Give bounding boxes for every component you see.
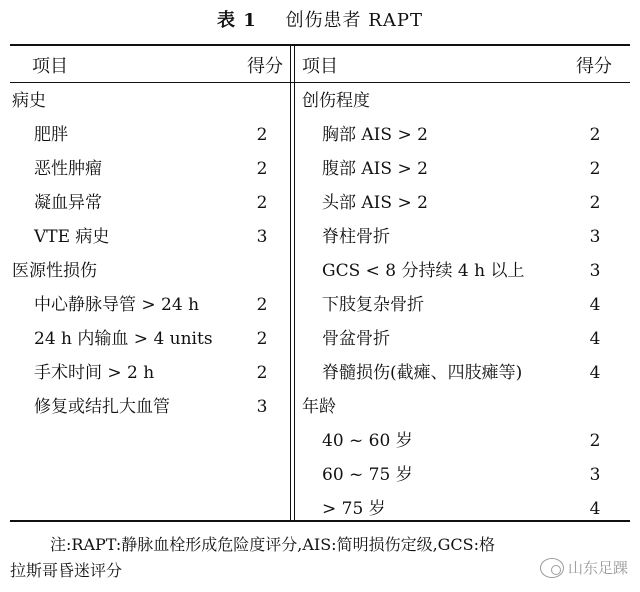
item-score: 3 (589, 261, 601, 281)
table-number: 表 1 (217, 10, 257, 31)
item-score: 2 (256, 125, 268, 145)
right-header-item: 项目 (302, 56, 338, 77)
table-title (0, 6, 640, 32)
item-score: 2 (256, 329, 268, 349)
table-row (0, 322, 640, 356)
item-name: 40 ~ 60 岁 (322, 431, 413, 451)
item-name: 肥胖 (34, 125, 68, 145)
item-name: 恶性肿瘤 (34, 159, 102, 179)
category-name: 创伤程度 (302, 91, 370, 111)
item-name: 头部 AIS > 2 (322, 193, 428, 213)
item-name: 中心静脉导管 > 24 h (34, 295, 200, 315)
item-name: > 75 岁 (322, 499, 386, 519)
table-row (0, 254, 640, 288)
left-header-item: 项目 (32, 56, 68, 77)
item-score: 3 (256, 397, 268, 417)
table-row (0, 84, 640, 118)
item-name: VTE 病史 (34, 227, 110, 247)
table-row (0, 458, 640, 492)
item-score: 2 (256, 193, 268, 213)
wechat-icon (540, 558, 564, 578)
table-row (0, 356, 640, 390)
watermark-text: 山东足踝 (567, 559, 628, 577)
item-name: 修复或结扎大血管 (34, 397, 170, 417)
right-header-score: 得分 (576, 56, 612, 77)
table-row (0, 492, 640, 526)
category-name: 年龄 (302, 397, 336, 417)
footnote-line: 拉斯哥昏迷评分 (10, 561, 123, 580)
item-score: 2 (256, 363, 268, 383)
item-score: 3 (256, 227, 268, 247)
table-row (0, 118, 640, 152)
watermark (540, 557, 628, 578)
item-score: 2 (256, 159, 268, 179)
item-name: 凝血异常 (34, 193, 102, 213)
item-name: 60 ~ 75 岁 (322, 465, 413, 485)
category-name: 病史 (12, 91, 46, 111)
item-score: 3 (589, 227, 601, 247)
table-row (0, 220, 640, 254)
item-name: 手术时间 > 2 h (34, 363, 155, 383)
item-score: 3 (589, 465, 601, 485)
item-score: 2 (589, 125, 601, 145)
category-name: 医源性损伤 (12, 261, 97, 281)
item-name: 下肢复杂骨折 (322, 295, 424, 315)
table-row (0, 186, 640, 220)
table-row (0, 424, 640, 458)
item-name: 脊髓损伤(截瘫、四肢瘫等) (322, 363, 523, 383)
item-score: 2 (589, 193, 601, 213)
table-row (0, 152, 640, 186)
item-score: 2 (589, 431, 601, 451)
item-name: 脊柱骨折 (322, 227, 390, 247)
left-header-score: 得分 (247, 56, 283, 77)
item-name: 腹部 AIS > 2 (322, 159, 428, 179)
item-score: 4 (589, 363, 601, 383)
item-score: 4 (589, 329, 601, 349)
table-caption: 创伤患者 RAPT (285, 10, 423, 31)
header-rule (10, 82, 630, 83)
item-score: 4 (589, 499, 601, 519)
item-score: 2 (589, 159, 601, 179)
item-name: 骨盆骨折 (322, 329, 390, 349)
item-name: GCS < 8 分持续 4 h 以上 (322, 261, 525, 281)
item-score: 2 (256, 295, 268, 315)
table-footnote (10, 532, 610, 584)
top-rule (10, 44, 630, 46)
table-row (0, 390, 640, 424)
footnote-line: 注:RAPT:静脉血栓形成危险度评分,AIS:简明损伤定级,GCS:格 (50, 535, 496, 554)
item-score: 4 (589, 295, 601, 315)
item-name: 24 h 内输血 > 4 units (34, 329, 213, 349)
item-name: 胸部 AIS > 2 (322, 125, 428, 145)
table-row (0, 288, 640, 322)
